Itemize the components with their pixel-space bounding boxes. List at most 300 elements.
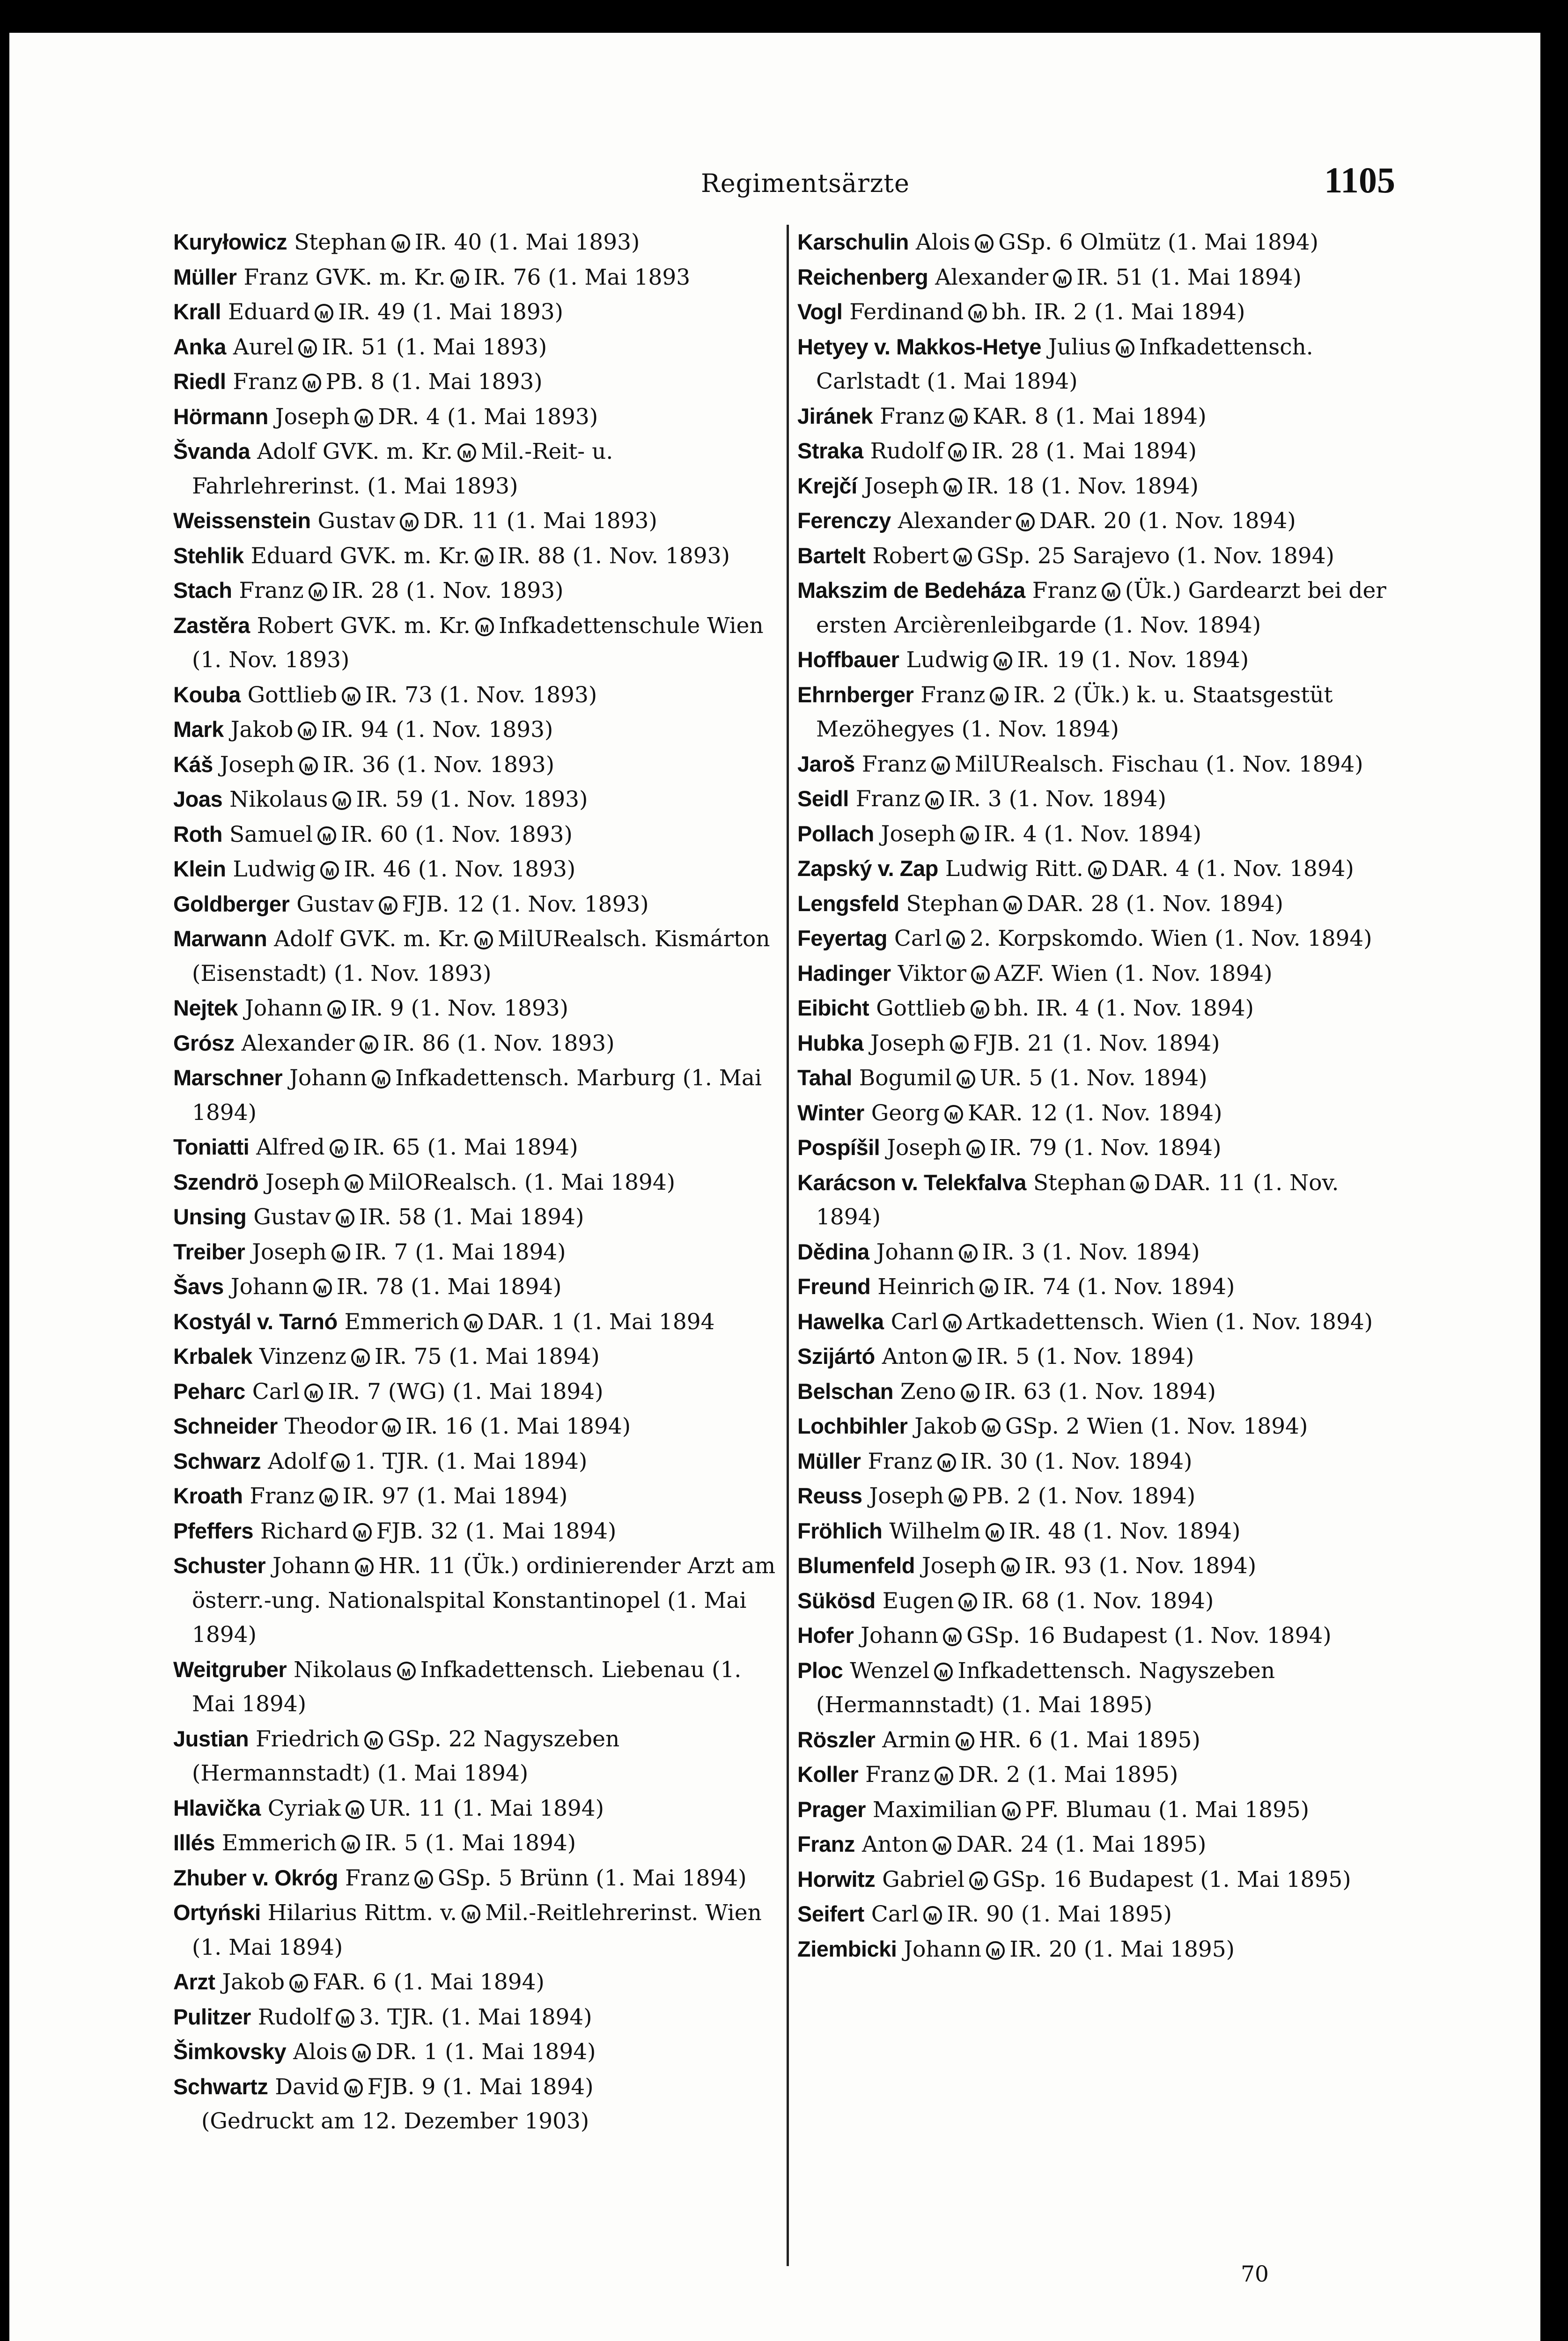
surname: Lochbihler <box>797 1413 908 1438</box>
given-names: Bogumil <box>859 1065 952 1091</box>
roster-entry <box>797 1444 1406 1479</box>
roster-entry <box>173 225 782 260</box>
roster-entry <box>173 782 782 817</box>
surname: Peharc <box>173 1378 245 1404</box>
unit-and-date: HR. 6 (1. Mai 1895) <box>979 1727 1200 1753</box>
surname: Švanda <box>173 439 250 464</box>
given-names: Franz <box>239 578 304 604</box>
medical-officer-mark-icon: M <box>961 1384 979 1402</box>
unit-and-date: IR. 19 (1. Nov. 1894) <box>1017 647 1249 673</box>
unit-and-date: FAR. 6 (1. Mai 1894) <box>313 1969 545 1995</box>
surname: Kouba <box>173 682 241 707</box>
medical-officer-mark-icon: M <box>464 1314 483 1332</box>
medical-officer-mark-icon: M <box>331 1244 350 1263</box>
unit-and-date: KAR. 8 (1. Mai 1894) <box>972 403 1207 429</box>
surname: Zhuber v. Okróg <box>173 1865 338 1890</box>
roster-entry <box>797 573 1406 642</box>
medical-officer-mark-icon: M <box>956 1732 974 1751</box>
surname: Weitgruber <box>173 1656 287 1682</box>
surname: Koller <box>797 1762 859 1787</box>
roster-entry <box>797 399 1406 434</box>
medical-officer-mark-icon: M <box>968 304 987 323</box>
roster-entry <box>797 1792 1406 1827</box>
medical-officer-mark-icon: M <box>364 1731 383 1750</box>
surname: Hawelka <box>797 1309 884 1334</box>
surname: Schwarz <box>173 1448 261 1473</box>
document-page <box>9 33 1540 2341</box>
medical-officer-mark-icon: M <box>1053 269 1072 288</box>
surname: Illés <box>173 1830 215 1855</box>
surname: Karschulin <box>797 229 909 254</box>
unit-and-date: IR. 2 (Ük.) k. u. Staatsgestüt Mezöhegyes (1. Nov. 1894) <box>816 682 1333 742</box>
page-number: 1105 <box>1324 160 1395 200</box>
medical-officer-mark-icon: M <box>975 234 994 253</box>
medical-officer-mark-icon: M <box>309 582 327 601</box>
given-names: Gabriel <box>882 1866 965 1892</box>
surname: Blumenfeld <box>797 1553 915 1578</box>
roster-entry <box>797 677 1406 747</box>
surname: Prager <box>797 1796 866 1822</box>
medical-officer-mark-icon: M <box>950 1035 969 1054</box>
given-names: Wilhelm <box>889 1518 981 1544</box>
roster-entry <box>173 1444 782 1479</box>
roster-entry <box>797 1130 1406 1165</box>
given-names: Friedrich <box>256 1726 360 1752</box>
roster-entry <box>797 1862 1406 1897</box>
surname: Roth <box>173 821 223 847</box>
medical-officer-mark-icon: M <box>925 791 944 810</box>
given-names: Ludwig <box>233 856 316 882</box>
given-names: Joseph <box>265 1169 340 1195</box>
roster-entry <box>797 1827 1406 1862</box>
roster-entry <box>797 956 1406 991</box>
medical-officer-mark-icon: M <box>397 1662 416 1680</box>
given-names: Alexander <box>241 1030 355 1056</box>
medical-officer-mark-icon: M <box>937 1453 956 1472</box>
medical-officer-mark-icon: M <box>966 1140 985 1158</box>
surname: Ziembicki <box>797 1936 897 1961</box>
surname: Ploc <box>797 1657 843 1683</box>
given-names: Johann <box>272 1553 351 1579</box>
unit-and-date: Infkadettensch. Nagyszeben (Hermannstadt) (1. Mai 1895) <box>816 1657 1275 1718</box>
roster-entry <box>797 434 1406 469</box>
surname: Eibicht <box>797 995 869 1020</box>
roster-entry <box>173 852 782 887</box>
medical-officer-mark-icon: M <box>1016 513 1035 531</box>
surname: Hadinger <box>797 960 891 986</box>
surname: Marwann <box>173 926 267 951</box>
medical-officer-mark-icon: M <box>336 1209 354 1228</box>
medical-officer-mark-icon: M <box>354 409 373 427</box>
surname: Arzt <box>173 1969 215 1994</box>
left-column <box>173 225 782 2139</box>
given-names: Joseph <box>252 1239 327 1265</box>
roster-entry <box>797 851 1406 886</box>
given-names: Franz <box>855 786 920 812</box>
given-names: Jakob <box>230 717 294 743</box>
unit-and-date: IR. 3 (1. Nov. 1894) <box>982 1239 1200 1265</box>
medical-officer-mark-icon: M <box>1116 339 1134 358</box>
given-names: Franz <box>250 1483 315 1509</box>
unit-and-date: IR. 46 (1. Nov. 1893) <box>344 856 576 882</box>
unit-and-date: 2. Korpskomdo. Wien (1. Nov. 1894) <box>970 926 1372 951</box>
given-names: Stephan <box>906 891 999 917</box>
unit-and-date: GSp. 16 Budapest (1. Nov. 1894) <box>966 1623 1332 1649</box>
given-names: Nikolaus <box>294 1656 392 1683</box>
unit-and-date: DR. 1 (1. Mai 1894) <box>375 2039 596 2065</box>
medical-officer-mark-icon: M <box>336 2009 354 2028</box>
given-names: Wenzel <box>850 1657 930 1684</box>
surname: Stehlik <box>173 543 244 568</box>
given-names: Gottlieb <box>247 682 338 708</box>
medical-officer-mark-icon: M <box>986 1523 1004 1542</box>
unit-and-date: IR. 94 (1. Nov. 1893) <box>321 717 553 743</box>
surname: Fröhlich <box>797 1518 883 1543</box>
unit-and-date: (Ük.) Gardearzt bei der ersten Arcièrenleibgarde (1. Nov. 1894) <box>816 578 1386 638</box>
roster-entry <box>173 1200 782 1235</box>
roster-entry <box>173 434 782 503</box>
medical-officer-mark-icon: M <box>934 1663 953 1681</box>
unit-and-date: Infkadettensch. Liebenau (1. Mai 1894) <box>192 1656 742 1717</box>
surname: Jiránek <box>797 403 873 428</box>
roster-entry <box>797 991 1406 1026</box>
unit-and-date: IR. 3 (1. Nov. 1894) <box>948 786 1166 812</box>
given-names: Gottlieb <box>876 995 966 1021</box>
given-names: Joseph <box>921 1553 997 1579</box>
roster-entry <box>797 1235 1406 1270</box>
surname: Krejčí <box>797 473 857 498</box>
medical-officer-mark-icon: M <box>391 234 410 253</box>
unit-and-date: IR. 58 (1. Mai 1894) <box>359 1204 584 1230</box>
given-names: Ludwig <box>906 647 989 673</box>
medical-officer-mark-icon: M <box>931 756 950 775</box>
given-names: Johann <box>230 1274 309 1300</box>
roster-entry <box>797 921 1406 956</box>
given-names: Gustav <box>296 891 374 917</box>
surname: Goldberger <box>173 891 290 916</box>
given-names: Carl <box>252 1378 300 1405</box>
medical-officer-mark-icon: M <box>315 304 333 323</box>
unit-and-date: GSp. 22 Nagyszeben (Hermannstadt) (1. Mai 1894) <box>192 1726 620 1786</box>
left-entry-list <box>173 225 782 2104</box>
roster-entry <box>797 747 1406 782</box>
surname: Horwitz <box>797 1866 876 1892</box>
unit-and-date: DAR. 1 (1. Mai 1894 <box>487 1309 715 1335</box>
unit-and-date: IR. 5 (1. Nov. 1894) <box>976 1344 1194 1369</box>
roster-entry <box>173 1374 782 1409</box>
surname: Káš <box>173 751 213 777</box>
unit-and-date: IR. 60 (1. Nov. 1893) <box>340 821 573 847</box>
surname: Hlavička <box>173 1795 261 1820</box>
given-names: Johann <box>245 995 323 1021</box>
roster-entry <box>173 573 782 608</box>
given-names: Adolf <box>268 1448 326 1474</box>
medical-officer-mark-icon: M <box>320 861 339 880</box>
roster-entry <box>797 1932 1406 1967</box>
roster-entry <box>797 1723 1406 1758</box>
medical-officer-mark-icon: M <box>475 548 493 567</box>
given-names: Franz <box>1032 578 1097 604</box>
given-names: Robert <box>872 543 949 569</box>
given-names: Theodor <box>284 1413 378 1439</box>
surname: Lengsfeld <box>797 891 899 916</box>
surname: Pfeffers <box>173 1518 254 1543</box>
roster-entry <box>797 1583 1406 1619</box>
given-names: Anton <box>861 1832 928 1857</box>
surname: Straka <box>797 438 863 463</box>
given-names: Emmerich <box>344 1309 459 1335</box>
medical-officer-mark-icon: M <box>1130 1175 1149 1193</box>
unit-and-date: FJB. 12 (1. Nov. 1893) <box>402 891 649 917</box>
given-names: Stephan <box>294 229 387 255</box>
roster-entry <box>797 781 1406 817</box>
given-names: Vinzenz <box>259 1344 346 1369</box>
given-names: Rudolf <box>258 2004 331 2030</box>
surname: Hubka <box>797 1030 864 1055</box>
roster-entry <box>173 921 782 991</box>
medical-officer-mark-icon: M <box>298 721 317 740</box>
roster-entry <box>797 642 1406 677</box>
given-names: Gustav <box>253 1204 331 1230</box>
medical-officer-mark-icon: M <box>958 1593 977 1612</box>
roster-entry <box>797 1339 1406 1374</box>
given-names: Franz <box>233 369 298 395</box>
medical-officer-mark-icon: M <box>1002 1802 1021 1820</box>
surname: Kroath <box>173 1483 243 1508</box>
medical-officer-mark-icon: M <box>345 1174 363 1193</box>
roster-entry <box>173 712 782 747</box>
roster-entry <box>173 2069 782 2105</box>
surname: Schwartz <box>173 2074 268 2099</box>
medical-officer-mark-icon: M <box>948 443 967 462</box>
roster-entry <box>797 1269 1406 1304</box>
roster-entry <box>797 469 1406 504</box>
roster-entry <box>797 1514 1406 1549</box>
medical-officer-mark-icon: M <box>353 1523 372 1542</box>
given-names: Aurel <box>233 334 294 360</box>
surname: Šavs <box>173 1274 224 1299</box>
roster-entry <box>173 1060 782 1130</box>
surname: Franz <box>797 1832 855 1856</box>
unit-and-date: IR. 65 (1. Mai 1894) <box>353 1134 578 1160</box>
medical-officer-mark-icon: M <box>982 1418 1001 1437</box>
surname: Unsing <box>173 1204 247 1229</box>
given-names: Alexander <box>898 508 1011 534</box>
surname: Treiber <box>173 1239 245 1264</box>
given-names: Georg <box>871 1100 940 1126</box>
medical-officer-mark-icon: M <box>360 1035 378 1054</box>
surname: Mark <box>173 717 224 742</box>
print-date-note: (Gedruckt am 12. Dezember 1903) <box>201 2108 589 2134</box>
unit-and-date: IR. 7 (1. Mai 1894) <box>354 1239 566 1265</box>
unit-and-date: UR. 5 (1. Nov. 1894) <box>979 1065 1207 1091</box>
roster-entry <box>173 1861 782 1896</box>
roster-entry <box>173 677 782 713</box>
given-names: Joseph <box>870 1030 945 1056</box>
given-names: Jakob <box>914 1413 977 1439</box>
given-names: Joseph <box>275 404 350 430</box>
surname: Kuryłowicz <box>173 229 287 254</box>
surname: Szendrö <box>173 1169 258 1194</box>
roster-entry <box>173 399 782 434</box>
unit-and-date: 1. TJR. (1. Mai 1894) <box>354 1448 588 1474</box>
roster-entry <box>797 225 1406 260</box>
unit-and-date: IR. 68 (1. Nov. 1894) <box>982 1588 1214 1614</box>
unit-and-date: IR. 40 (1. Mai 1893) <box>414 229 640 255</box>
surname: Dědina <box>797 1239 869 1264</box>
medical-officer-mark-icon: M <box>979 1279 998 1297</box>
roster-entry <box>797 1653 1406 1723</box>
unit-and-date: IR. 16 (1. Mai 1894) <box>405 1413 631 1439</box>
given-names: Joseph <box>887 1135 962 1161</box>
medical-officer-mark-icon: M <box>379 896 398 915</box>
given-names: Heinrich <box>877 1274 975 1300</box>
given-names: Zeno <box>900 1378 956 1405</box>
unit-and-date: Mil.-Reit- u. Fahrlehrerinst. (1. Mai 1893) <box>192 439 613 499</box>
medical-officer-mark-icon: M <box>289 1974 308 1993</box>
medical-officer-mark-icon: M <box>943 1627 962 1646</box>
given-names: Franz <box>880 403 945 429</box>
given-names: Cyriak <box>267 1795 341 1821</box>
roster-entry <box>797 1165 1406 1235</box>
given-names: David <box>275 2074 339 2100</box>
unit-and-date: FJB. 32 (1. Mai 1894) <box>376 1518 617 1544</box>
given-names: Stephan <box>1033 1170 1126 1196</box>
medical-officer-mark-icon: M <box>923 1906 942 1925</box>
medical-officer-mark-icon: M <box>1003 896 1022 914</box>
medical-officer-mark-icon: M <box>986 1941 1005 1960</box>
medical-officer-mark-icon: M <box>352 2044 371 2062</box>
unit-and-date: DR. 2 (1. Mai 1895) <box>958 1762 1178 1788</box>
roster-entry <box>173 1339 782 1374</box>
medical-officer-mark-icon: M <box>319 1488 338 1507</box>
surname: Ehrnberger <box>797 682 914 707</box>
roster-entry <box>173 1826 782 1861</box>
unit-and-date: FJB. 9 (1. Mai 1894) <box>367 2074 594 2100</box>
roster-entry <box>173 1409 782 1444</box>
medical-officer-mark-icon: M <box>457 443 476 462</box>
unit-and-date: MilURealsch. Fischau (1. Nov. 1894) <box>955 751 1363 777</box>
unit-and-date: bh. IR. 4 (1. Nov. 1894) <box>994 995 1254 1021</box>
unit-and-date: GSp. 6 Olmütz (1. Mai 1894) <box>998 229 1319 255</box>
given-names: Joseph <box>220 751 295 778</box>
medical-officer-mark-icon: M <box>341 1835 360 1854</box>
unit-and-date: GSp. 25 Sarajevo (1. Nov. 1894) <box>977 543 1334 569</box>
given-names: Eugen <box>882 1588 954 1614</box>
unit-and-date: IR. 90 (1. Mai 1895) <box>947 1901 1172 1927</box>
medical-officer-mark-icon: M <box>414 1870 433 1889</box>
given-names: Franz <box>865 1762 930 1788</box>
surname: Freund <box>797 1274 871 1299</box>
signature-mark: 70 <box>1241 2261 1269 2287</box>
unit-and-date: IR. 9 (1. Nov. 1893) <box>351 995 569 1021</box>
surname: Winter <box>797 1100 864 1125</box>
roster-entry <box>173 887 782 922</box>
roster-entry <box>797 503 1406 538</box>
given-names: Ferdinand <box>849 299 964 325</box>
surname: Weissenstein <box>173 508 311 533</box>
medical-officer-mark-icon: M <box>1102 582 1120 601</box>
unit-and-date: IR. 36 (1. Nov. 1893) <box>323 751 555 778</box>
unit-and-date: Artkadettensch. Wien (1. Nov. 1894) <box>966 1309 1373 1335</box>
roster-entry <box>173 330 782 365</box>
surname: Sükösd <box>797 1588 876 1613</box>
surname: Reuss <box>797 1483 862 1508</box>
given-names: Gustav <box>317 508 395 534</box>
roster-entry <box>173 294 782 330</box>
surname: Zastěra <box>173 612 250 638</box>
roster-entry <box>173 503 782 538</box>
roster-entry <box>173 2000 782 2035</box>
surname: Stach <box>173 578 232 603</box>
unit-and-date: DR. 11 (1. Mai 1893) <box>423 508 657 534</box>
given-names: Adolf GVK. m. Kr. <box>257 439 453 464</box>
unit-and-date: IR. 30 (1. Nov. 1894) <box>960 1448 1193 1474</box>
medical-officer-mark-icon: M <box>474 931 493 950</box>
unit-and-date: GSp. 2 Wien (1. Nov. 1894) <box>1005 1413 1308 1439</box>
given-names: Franz <box>920 682 986 708</box>
given-names: Julius <box>1048 334 1111 360</box>
surname: Grósz <box>173 1030 235 1055</box>
unit-and-date: DAR. 24 (1. Mai 1895) <box>956 1832 1207 1857</box>
unit-and-date: Mil.-Reitlehrerinst. Wien (1. Mai 1894) <box>192 1900 762 1960</box>
medical-officer-mark-icon: M <box>953 548 972 567</box>
medical-officer-mark-icon: M <box>953 1348 972 1367</box>
medical-officer-mark-icon: M <box>450 269 469 288</box>
medical-officer-mark-icon: M <box>949 1488 967 1507</box>
given-names: Samuel <box>229 821 313 847</box>
surname: Toniatti <box>173 1134 250 1159</box>
given-names: Carl <box>894 926 942 951</box>
roster-entry <box>797 260 1406 295</box>
roster-entry <box>173 260 782 295</box>
surname: Hörmann <box>173 404 268 429</box>
medical-officer-mark-icon: M <box>344 2079 363 2098</box>
unit-and-date: IR. 74 (1. Nov. 1894) <box>1003 1274 1235 1300</box>
medical-officer-mark-icon: M <box>969 1871 988 1890</box>
given-names: Alexander <box>935 264 1049 290</box>
unit-and-date: IR. 5 (1. Mai 1894) <box>365 1830 576 1856</box>
unit-and-date: 3. TJR. (1. Mai 1894) <box>359 2004 592 2030</box>
roster-entry <box>173 991 782 1026</box>
surname: Riedl <box>173 369 226 394</box>
unit-and-date: IR. 86 (1. Nov. 1893) <box>383 1030 615 1056</box>
roster-entry <box>173 1026 782 1061</box>
surname: Justian <box>173 1726 249 1751</box>
surname: Vogl <box>797 299 843 324</box>
roster-entry <box>173 1548 782 1652</box>
medical-officer-mark-icon: M <box>299 757 318 775</box>
medical-officer-mark-icon: M <box>462 1905 480 1923</box>
medical-officer-mark-icon: M <box>475 618 494 636</box>
medical-officer-mark-icon: M <box>313 1279 332 1297</box>
given-names: Rudolf <box>870 438 944 464</box>
unit-and-date: bh. IR. 2 (1. Mai 1894) <box>992 299 1245 325</box>
medical-officer-mark-icon: M <box>944 1105 963 1124</box>
given-names: Franz <box>861 751 927 777</box>
medical-officer-mark-icon: M <box>990 687 1009 706</box>
roster-entry <box>797 1618 1406 1653</box>
given-names: Joseph <box>881 821 956 847</box>
given-names: Richard <box>260 1518 348 1544</box>
given-names: Anton <box>882 1344 949 1369</box>
unit-and-date: IR. 51 (1. Mai 1893) <box>322 334 547 360</box>
unit-and-date: IR. 51 (1. Mai 1894) <box>1076 264 1302 290</box>
unit-and-date: IR. 75 (1. Mai 1894) <box>374 1344 600 1369</box>
roster-entry <box>797 294 1406 330</box>
unit-and-date: FJB. 21 (1. Nov. 1894) <box>973 1030 1220 1056</box>
right-column <box>787 225 1406 2266</box>
